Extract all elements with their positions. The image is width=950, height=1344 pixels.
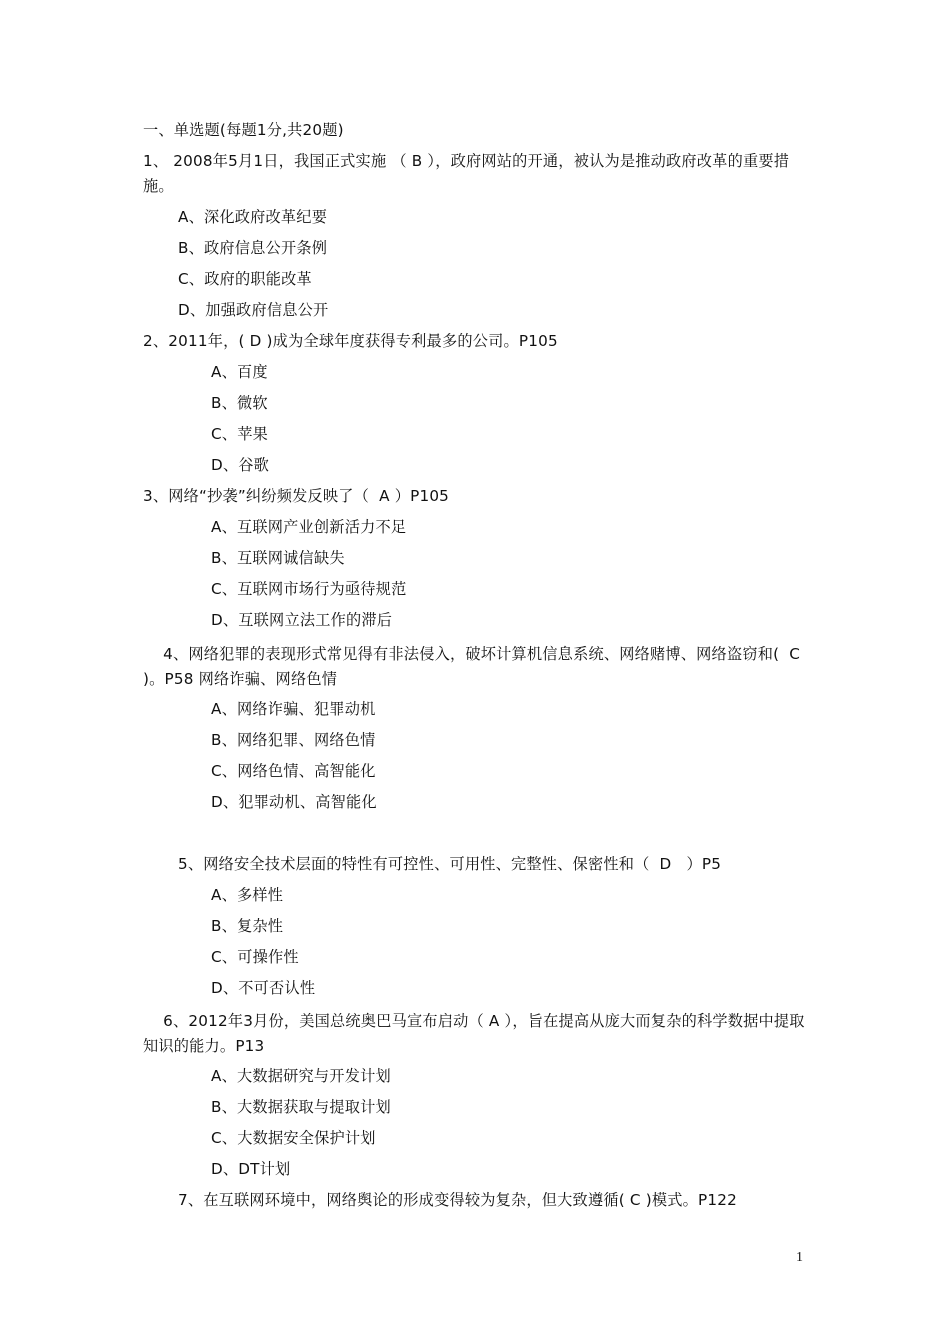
question-3-option-c: C、互联网市场行为亟待规范 [211,580,407,598]
section-title: 一、单选题(每题1分,共20题) [143,121,344,139]
question-2-option-c: C、苹果 [211,425,268,443]
question-4-option-a: A、网络诈骗、犯罪动机 [211,700,376,718]
question-1-option-d: D、加强政府信息公开 [178,301,329,319]
question-7-stem: 7、在互联网环境中，网络舆论的形成变得较为复杂，但大致遵循( C )模式。P122 [178,1191,737,1209]
question-4-stem: 4、网络犯罪的表现形式常见得有非法侵入，破坏计算机信息系统、网络赌博、网络盗窃和( C )。P58 网络诈骗、网络色情 [143,645,811,688]
question-1-option-c: C、政府的职能改革 [178,270,312,288]
question-6-stem: 6、2012年3月份，美国总统奥巴马宣布启动（ A ），旨在提高从庞大而复杂的科学数据中提取知识的能力。P13 [143,1012,805,1055]
question-4-option-b: B、网络犯罪、网络色情 [211,731,376,749]
question-1-option-b: B、政府信息公开条例 [178,239,328,257]
question-3-stem: 3、网络“抄袭”纠纷频发反映了（ A ）P105 [143,487,450,505]
question-1-stem: 1、 2008年5月1日，我国正式实施 （ B ），政府网站的开通，被认为是推动政府改革的重要措施。 [143,152,790,195]
question-5-option-a: A、多样性 [211,886,284,904]
question-5-option-d: D、不可否认性 [211,979,316,997]
question-2-option-b: B、微软 [211,394,268,412]
question-4-option-c: C、网络色情、高智能化 [211,762,376,780]
question-3-option-a: A、互联网产业创新活力不足 [211,518,407,536]
question-6-option-b: B、大数据获取与提取计划 [211,1098,391,1116]
question-5-option-c: C、可操作性 [211,948,299,966]
question-6-option-d: D、DT计划 [211,1160,291,1178]
question-6-option-c: C、大数据安全保护计划 [211,1129,376,1147]
question-3-option-b: B、互联网诚信缺失 [211,549,345,567]
question-5-option-b: B、复杂性 [211,917,284,935]
question-2-stem: 2、2011年，( D )成为全球年度获得专利最多的公司。P105 [143,332,558,350]
page-number: 1 [796,1250,803,1265]
question-3-option-d: D、互联网立法工作的滞后 [211,611,393,629]
question-6-option-a: A、大数据研究与开发计划 [211,1067,391,1085]
question-2-option-d: D、谷歌 [211,456,270,474]
question-2-option-a: A、百度 [211,363,268,381]
question-5-stem: 5、网络安全技术层面的特性有可控性、可用性、完整性、保密性和（ D ）P5 [178,855,722,873]
question-4-option-d: D、犯罪动机、高智能化 [211,793,377,811]
question-1-option-a: A、深化政府改革纪要 [178,208,328,226]
